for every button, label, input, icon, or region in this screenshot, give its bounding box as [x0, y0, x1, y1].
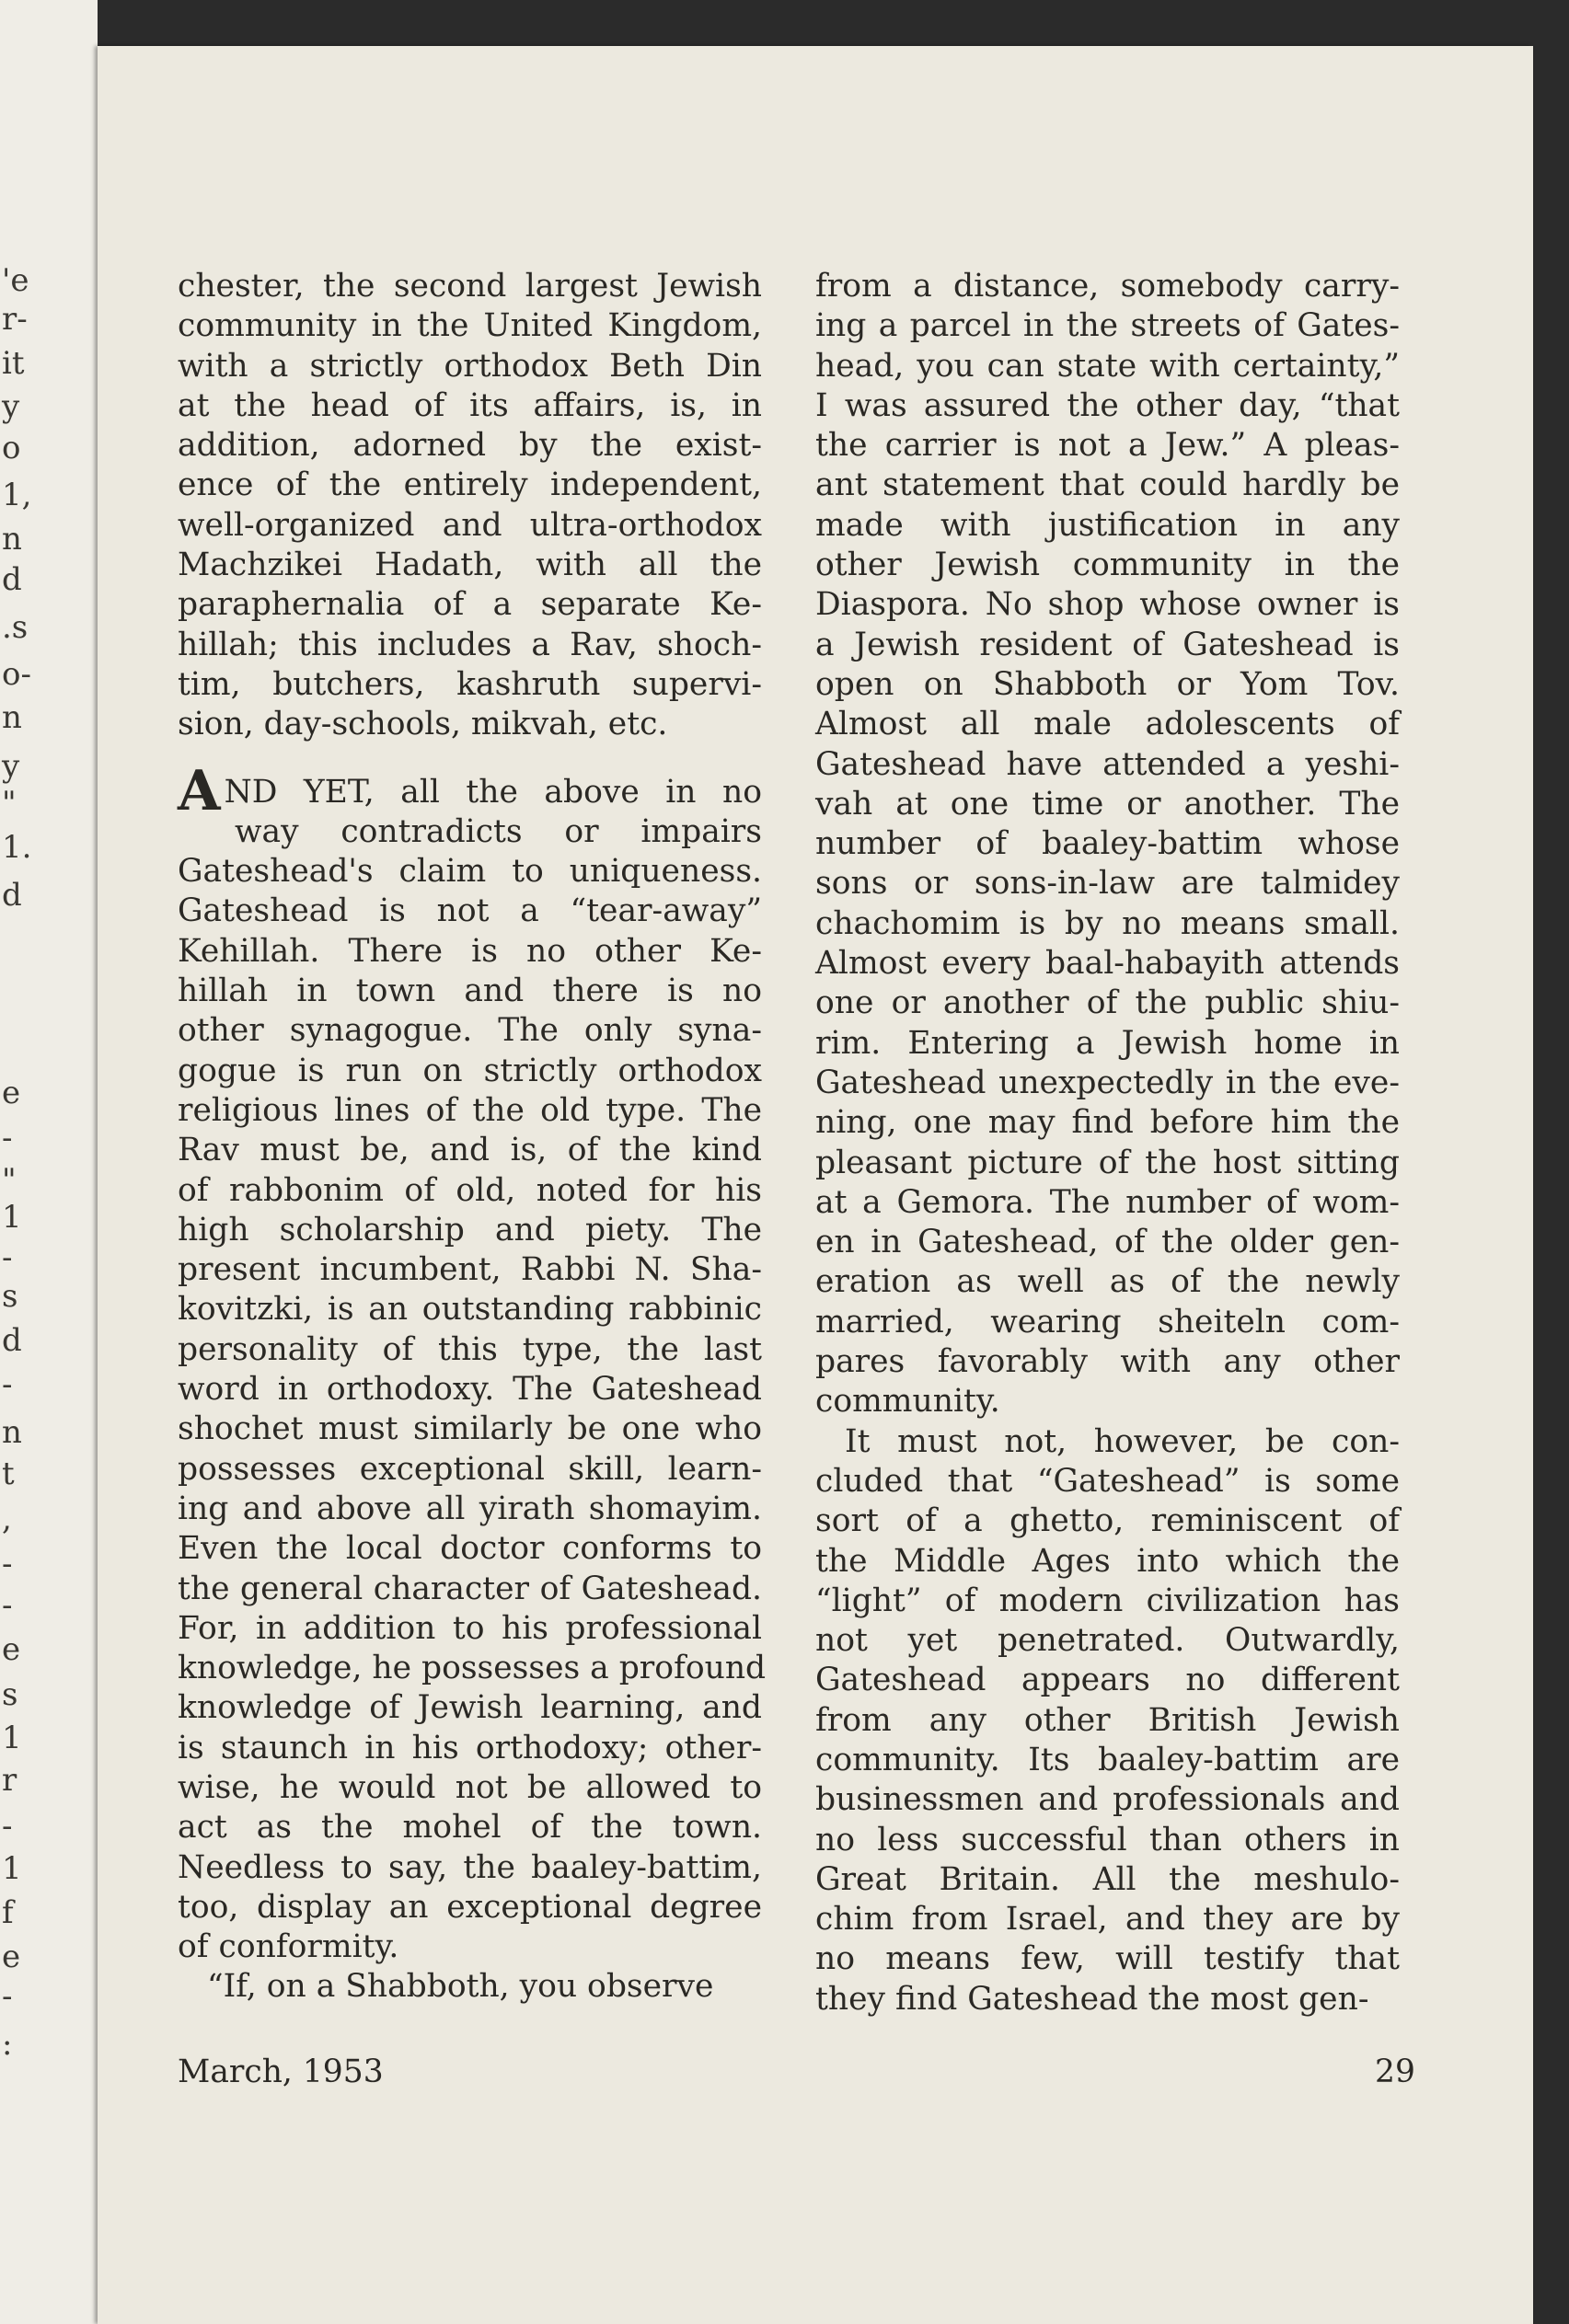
text-line: “If, on a Shabboth, you observe	[207, 1968, 714, 2006]
text-line: one or another of the public shiu-	[815, 984, 1400, 1022]
facing-page-char: e	[2, 1631, 21, 1668]
text-line: sons or sons-in-law are talmidey	[815, 865, 1400, 903]
text-line: with a strictly orthodox Beth Din	[178, 347, 762, 385]
facing-page-char: :	[2, 2026, 13, 2063]
text-line: married, wearing sheiteln com-	[815, 1303, 1400, 1340]
text-line: wise, he would not be allowed to	[178, 1768, 762, 1806]
facing-page-strip	[0, 0, 98, 2324]
text-line: tim, butchers, kashruth supervi-	[178, 665, 762, 703]
right-text-column	[815, 267, 1400, 2019]
text-line: ant statement that could hardly be	[815, 466, 1400, 504]
text-line: present incumbent, Rabbi N. Sha-	[178, 1251, 762, 1289]
text-line: too, display an exceptional degree	[178, 1888, 762, 1926]
facing-page-char: f	[2, 1894, 14, 1931]
facing-page-char: e	[2, 1939, 21, 1975]
text-line: Gateshead unexpectedly in the eve-	[815, 1064, 1400, 1101]
text-line: the carrier is not a Jew.” A pleas-	[815, 427, 1400, 465]
text-line: made with justification in any	[815, 506, 1400, 544]
text-line: ning, one may find before him the	[815, 1104, 1400, 1142]
facing-page-char: -	[2, 1546, 13, 1582]
magazine-page	[98, 46, 1533, 2324]
facing-page-char: "	[2, 785, 17, 822]
text-line: of conformity.	[178, 1928, 399, 1966]
text-line: way contradicts or impairs	[235, 812, 762, 850]
facing-page-char: .s	[2, 609, 29, 646]
text-line: community. Its baaley-battim are	[815, 1741, 1400, 1778]
text-line: For, in addition to his professional	[178, 1609, 762, 1647]
facing-page-char: d	[2, 1322, 22, 1359]
text-line: Diaspora. No shop whose owner is	[815, 586, 1400, 624]
text-line: open on Shabboth or Yom Tov.	[815, 665, 1400, 703]
text-line: at a Gemora. The number of wom-	[815, 1183, 1400, 1221]
text-line: chachomim is by no means small.	[815, 904, 1400, 942]
text-line: Machzikei Hadath, with all the	[178, 546, 762, 584]
text-line: word in orthodoxy. The Gateshead	[178, 1371, 762, 1409]
text-line: ence of the entirely independent,	[178, 466, 762, 504]
text-line: businessmen and professionals and	[815, 1781, 1400, 1819]
text-line: number of baaley-battim whose	[815, 825, 1400, 863]
text-line: paraphernalia of a separate Ke-	[178, 586, 762, 624]
text-line: not yet penetrated. Outwardly,	[815, 1622, 1400, 1660]
facing-page-char: s	[2, 1278, 18, 1315]
issue-date: March, 1953	[178, 2054, 384, 2090]
facing-page-char: o	[2, 430, 21, 466]
facing-page-char: n	[2, 699, 22, 736]
facing-page-char: 1	[2, 1720, 22, 1756]
text-line: eration as well as of the newly	[815, 1263, 1400, 1301]
text-line: religious lines of the old type. The	[178, 1091, 762, 1129]
text-line: sort of a ghetto, reminiscent of	[815, 1502, 1400, 1540]
text-line: from any other British Jewish	[815, 1701, 1400, 1739]
text-line: ing and above all yirath shomayim.	[178, 1490, 762, 1527]
facing-page-char: r	[2, 1762, 17, 1799]
text-line: pleasant picture of the host sitting	[815, 1144, 1400, 1181]
text-line: they find Gateshead the most gen-	[815, 1980, 1369, 2018]
facing-page-char: -	[2, 1978, 13, 2015]
text-line: It must not, however, be con-	[845, 1422, 1400, 1460]
facing-page-char: 1	[2, 1850, 22, 1887]
left-text-column	[178, 267, 767, 2008]
text-line: pares favorably with any other	[815, 1343, 1400, 1381]
facing-page-char: it	[2, 345, 25, 382]
text-line: is staunch in his orthodoxy; other-	[178, 1729, 762, 1766]
text-line: Kehillah. There is no other Ke-	[178, 932, 762, 970]
facing-page-char: n	[2, 1414, 22, 1451]
facing-page-char: 1	[2, 1199, 22, 1236]
text-line: community in the United Kingdom,	[178, 307, 762, 345]
text-line: personality of this type, the last	[178, 1330, 762, 1368]
text-line: addition, adorned by the exist-	[178, 427, 762, 465]
text-line: hillah; this includes a Rav, shoch-	[178, 626, 762, 663]
text-line: chester, the second largest Jewish	[178, 268, 762, 305]
text-line: Gateshead have attended a yeshi-	[815, 745, 1400, 783]
text-line: Needless to say, the baaley-battim,	[178, 1848, 762, 1886]
text-line: Great Britain. All the meshulo-	[815, 1860, 1400, 1898]
facing-page-char: 'e	[2, 262, 29, 299]
text-line: en in Gateshead, of the older gen-	[815, 1224, 1400, 1261]
facing-page-margin-text	[0, 0, 32, 2324]
facing-page-char: d	[2, 877, 22, 914]
text-line: from a distance, somebody carry-	[815, 268, 1400, 305]
text-line: shochet must similarly be one who	[178, 1410, 762, 1448]
text-line: vah at one time or another. The	[815, 785, 1400, 823]
text-line: the Middle Ages into which the	[815, 1542, 1400, 1580]
facing-page-char: o-	[2, 656, 31, 693]
facing-page-char: -	[2, 1366, 13, 1403]
text-line: a Jewish resident of Gateshead is	[815, 626, 1400, 663]
facing-page-char: -	[2, 1120, 13, 1156]
text-line: “light” of modern civilization has	[815, 1582, 1400, 1619]
text-line: act as the mohel of the town.	[178, 1809, 762, 1847]
facing-page-char: r-	[2, 301, 28, 338]
text-line: knowledge of Jewish learning, and	[178, 1689, 762, 1727]
facing-page-char: t	[2, 1455, 15, 1492]
facing-page-char: y	[2, 748, 20, 785]
text-line: the general character of Gateshead.	[178, 1570, 762, 1607]
facing-page-char: e	[2, 1075, 21, 1111]
text-line: gogue is run on strictly orthodox	[178, 1052, 762, 1089]
facing-page-char: -	[2, 1587, 13, 1624]
facing-page-char: n	[2, 521, 22, 558]
text-line	[178, 758, 762, 823]
text-line: Almost every baal-habayith attends	[815, 945, 1400, 983]
text-line: hillah in town and there is no	[178, 972, 762, 1010]
facing-page-char: -	[2, 1239, 13, 1276]
facing-page-char: "	[2, 1162, 17, 1199]
drop-cap: A	[178, 758, 221, 823]
text-line: chim from Israel, and they are by	[815, 1901, 1400, 1939]
text-line-rest: ND YET, all the above in no	[224, 773, 762, 811]
text-line: Even the local doctor conforms to	[178, 1530, 762, 1568]
facing-page-char: 1.	[2, 829, 32, 866]
text-line: cluded that “Gateshead” is some	[815, 1462, 1400, 1500]
text-line: community.	[815, 1383, 1000, 1421]
text-line: head, you can state with certainty,”	[815, 347, 1400, 385]
text-line: Gateshead is not a “tear-away”	[178, 892, 762, 930]
text-line: of rabbonim of old, noted for his	[178, 1171, 762, 1209]
text-line: ing a parcel in the streets of Gates-	[815, 307, 1400, 345]
text-line: at the head of its affairs, is, in	[178, 386, 762, 424]
text-line: Gateshead's claim to uniqueness.	[178, 853, 762, 891]
text-line: Almost all male adolescents of	[815, 706, 1400, 743]
text-line: sion, day-schools, mikvah, etc.	[178, 706, 668, 743]
text-line: I was assured the other day, “that	[815, 386, 1400, 424]
facing-page-char: -	[2, 1808, 13, 1845]
text-line: no means few, will testify that	[815, 1940, 1400, 1978]
text-line: no less successful than others in	[815, 1821, 1400, 1858]
text-line: high scholarship and piety. The	[178, 1211, 762, 1248]
text-line: other synagogue. The only syna-	[178, 1012, 762, 1050]
text-line: other Jewish community in the	[815, 546, 1400, 584]
page-number: 29	[1375, 2054, 1415, 2090]
text-line: possesses exceptional skill, learn-	[178, 1450, 762, 1488]
text-line: knowledge, he possesses a profound	[178, 1650, 767, 1687]
text-line: Gateshead appears no different	[815, 1662, 1400, 1699]
facing-page-char: d	[2, 561, 22, 598]
facing-page-char: 1,	[2, 477, 32, 513]
facing-page-char: s	[2, 1676, 18, 1713]
facing-page-char: ,	[2, 1501, 12, 1537]
text-line: rim. Entering a Jewish home in	[815, 1024, 1400, 1062]
facing-page-char: y	[2, 388, 20, 425]
text-line: kovitzki, is an outstanding rabbinic	[178, 1291, 762, 1329]
text-line: Rav must be, and is, of the kind	[178, 1132, 762, 1169]
text-line: well-organized and ultra-orthodox	[178, 506, 762, 544]
